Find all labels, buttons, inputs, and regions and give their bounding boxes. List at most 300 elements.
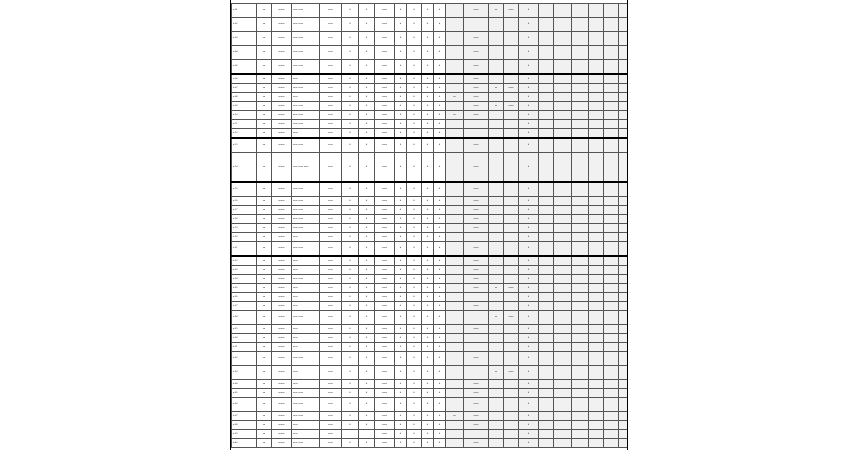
table-cell[interactable]: # — [342, 233, 359, 242]
table-cell[interactable]: xxxx xxxx — [292, 275, 320, 284]
table-cell[interactable]: na — [257, 93, 272, 102]
table-cell[interactable]: # — [434, 129, 446, 139]
table-cell[interactable] — [554, 242, 572, 257]
table-cell[interactable]: # — [395, 325, 407, 334]
table-cell[interactable]: nnnnn — [272, 102, 292, 111]
table-cell[interactable]: # — [519, 430, 539, 439]
table-cell[interactable] — [554, 421, 572, 430]
table-cell[interactable] — [554, 153, 572, 183]
table-cell[interactable]: nnnn — [375, 129, 395, 139]
table-cell[interactable] — [572, 18, 589, 32]
table-cell[interactable]: xxxx xxxx — [292, 4, 320, 18]
table-cell[interactable]: a-04 — [232, 46, 257, 60]
table-cell[interactable] — [464, 129, 489, 139]
table-cell[interactable]: xxxx — [320, 334, 342, 343]
table-cell[interactable]: # — [519, 206, 539, 215]
table-cell[interactable]: nnnn — [375, 439, 395, 448]
table-cell[interactable] — [554, 32, 572, 46]
table-cell[interactable] — [604, 242, 619, 257]
table-cell[interactable] — [619, 380, 629, 389]
table-cell[interactable]: a-14 — [232, 153, 257, 183]
table-cell[interactable]: # — [359, 46, 375, 60]
table-cell[interactable]: nnnnn — [272, 284, 292, 293]
table-cell[interactable]: nnnn — [504, 84, 519, 93]
table-cell[interactable]: # — [359, 439, 375, 448]
table-cell[interactable]: xxxx — [320, 46, 342, 60]
table-cell[interactable]: a-36 — [232, 398, 257, 412]
table-cell[interactable]: na — [257, 215, 272, 224]
table-cell[interactable]: # — [359, 18, 375, 32]
table-cell[interactable] — [554, 138, 572, 153]
table-cell[interactable]: # — [422, 206, 434, 215]
table-cell[interactable]: nnnnn — [272, 343, 292, 352]
table-cell[interactable]: nnnn — [464, 206, 489, 215]
table-cell[interactable] — [342, 430, 359, 439]
table-cell[interactable]: nnnn — [375, 256, 395, 266]
table-cell[interactable]: nnnn — [464, 46, 489, 60]
table-cell[interactable]: xxxx xxxx — [292, 215, 320, 224]
table-cell[interactable]: nnnn — [375, 293, 395, 302]
table-cell[interactable]: # — [434, 102, 446, 111]
table-cell[interactable] — [464, 18, 489, 32]
table-cell[interactable]: a-29 — [232, 325, 257, 334]
table-cell[interactable]: # — [434, 46, 446, 60]
table-cell[interactable] — [554, 129, 572, 139]
table-cell[interactable]: # — [359, 182, 375, 197]
table-cell[interactable] — [572, 206, 589, 215]
table-cell[interactable] — [359, 430, 375, 439]
table-cell[interactable] — [504, 389, 519, 398]
table-cell[interactable]: # — [434, 74, 446, 84]
table-cell[interactable]: # — [359, 275, 375, 284]
table-cell[interactable]: nnnnn — [272, 325, 292, 334]
table-cell[interactable] — [504, 430, 519, 439]
table-cell[interactable] — [604, 4, 619, 18]
table-cell[interactable]: # — [422, 233, 434, 242]
table-cell[interactable]: a-21 — [232, 242, 257, 257]
table-cell[interactable] — [589, 74, 604, 84]
table-cell[interactable]: # — [519, 60, 539, 75]
table-cell[interactable]: # — [434, 215, 446, 224]
table-cell[interactable]: # — [342, 325, 359, 334]
table-cell[interactable] — [619, 32, 629, 46]
table-cell[interactable]: na — [257, 293, 272, 302]
table-cell[interactable]: a-07 — [232, 84, 257, 93]
table-cell[interactable] — [589, 284, 604, 293]
table-cell[interactable] — [446, 4, 464, 18]
table-cell[interactable] — [619, 74, 629, 84]
table-cell[interactable]: xxxx — [320, 380, 342, 389]
table-cell[interactable] — [589, 256, 604, 266]
table-cell[interactable]: na — [257, 138, 272, 153]
table-cell[interactable]: nnnnn — [272, 93, 292, 102]
table-cell[interactable]: a-20 — [232, 233, 257, 242]
table-cell[interactable] — [572, 4, 589, 18]
table-cell[interactable]: # — [422, 302, 434, 311]
table-cell[interactable] — [619, 111, 629, 120]
table-cell[interactable]: nnnn — [375, 398, 395, 412]
table-cell[interactable]: nnnnn — [272, 60, 292, 75]
table-cell[interactable]: nnnn — [464, 84, 489, 93]
table-cell[interactable]: nnnn — [464, 111, 489, 120]
table-cell[interactable]: # — [434, 182, 446, 197]
table-cell[interactable]: nnnn — [464, 224, 489, 233]
table-cell[interactable] — [589, 266, 604, 275]
table-cell[interactable]: nnnn — [375, 380, 395, 389]
table-cell[interactable]: # — [342, 120, 359, 129]
table-cell[interactable]: # — [395, 302, 407, 311]
table-cell[interactable] — [589, 412, 604, 421]
table-cell[interactable] — [446, 60, 464, 75]
table-cell[interactable]: # — [434, 302, 446, 311]
table-cell[interactable]: # — [342, 275, 359, 284]
table-cell[interactable] — [589, 197, 604, 206]
table-cell[interactable] — [604, 266, 619, 275]
table-cell[interactable] — [539, 325, 554, 334]
table-cell[interactable]: nnnnn — [272, 334, 292, 343]
table-cell[interactable]: # — [359, 215, 375, 224]
table-cell[interactable]: # — [395, 153, 407, 183]
table-cell[interactable] — [572, 302, 589, 311]
table-cell[interactable]: # — [519, 197, 539, 206]
table-cell[interactable] — [539, 32, 554, 46]
table-cell[interactable]: # — [422, 138, 434, 153]
table-cell[interactable]: nnnn — [375, 93, 395, 102]
table-cell[interactable]: # — [407, 302, 422, 311]
table-cell[interactable]: # — [395, 284, 407, 293]
table-cell[interactable] — [554, 430, 572, 439]
table-cell[interactable]: xxxx xxxx — [292, 311, 320, 325]
table-cell[interactable]: # — [434, 32, 446, 46]
table-cell[interactable] — [554, 275, 572, 284]
table-cell[interactable]: # — [395, 138, 407, 153]
table-cell[interactable] — [539, 129, 554, 139]
table-cell[interactable]: xxxx — [292, 129, 320, 139]
table-cell[interactable]: nnnn — [464, 439, 489, 448]
table-cell[interactable]: # — [395, 129, 407, 139]
table-cell[interactable]: # — [342, 182, 359, 197]
table-cell[interactable] — [619, 242, 629, 257]
table-cell[interactable] — [489, 206, 504, 215]
table-cell[interactable] — [446, 18, 464, 32]
table-cell[interactable]: nnnnn — [272, 153, 292, 183]
table-cell[interactable]: # — [359, 334, 375, 343]
table-cell[interactable] — [489, 111, 504, 120]
table-cell[interactable] — [604, 233, 619, 242]
table-cell[interactable] — [489, 256, 504, 266]
table-cell[interactable]: # — [407, 389, 422, 398]
table-cell[interactable] — [619, 311, 629, 325]
table-cell[interactable] — [446, 380, 464, 389]
table-cell[interactable]: xxxx — [320, 60, 342, 75]
table-cell[interactable] — [489, 380, 504, 389]
table-cell[interactable]: # — [407, 412, 422, 421]
table-cell[interactable]: xxxx — [292, 266, 320, 275]
table-cell[interactable] — [539, 380, 554, 389]
table-cell[interactable]: # — [342, 102, 359, 111]
table-cell[interactable]: # — [359, 352, 375, 366]
table-cell[interactable] — [539, 343, 554, 352]
table-cell[interactable]: na — [257, 343, 272, 352]
table-cell[interactable] — [504, 242, 519, 257]
table-cell[interactable] — [464, 343, 489, 352]
table-cell[interactable]: # — [342, 266, 359, 275]
table-cell[interactable]: # — [434, 293, 446, 302]
table-cell[interactable]: # — [422, 153, 434, 183]
table-cell[interactable]: # — [359, 302, 375, 311]
table-cell[interactable] — [504, 60, 519, 75]
table-cell[interactable]: na — [257, 182, 272, 197]
table-cell[interactable]: # — [422, 334, 434, 343]
table-cell[interactable]: nnnnn — [272, 302, 292, 311]
table-cell[interactable]: # — [395, 4, 407, 18]
table-cell[interactable]: xxxx — [292, 380, 320, 389]
table-cell[interactable] — [446, 206, 464, 215]
table-cell[interactable] — [554, 439, 572, 448]
table-cell[interactable]: # — [422, 32, 434, 46]
table-cell[interactable]: # — [519, 325, 539, 334]
table-cell[interactable]: xxxx xxxx — [292, 182, 320, 197]
table-cell[interactable]: na — [257, 74, 272, 84]
table-cell[interactable] — [539, 352, 554, 366]
table-cell[interactable] — [604, 93, 619, 102]
table-cell[interactable]: a-12 — [232, 129, 257, 139]
table-cell[interactable]: # — [395, 366, 407, 380]
table-cell[interactable]: na — [257, 398, 272, 412]
table-cell[interactable] — [554, 293, 572, 302]
table-cell[interactable] — [572, 352, 589, 366]
table-cell[interactable]: xxxx — [320, 93, 342, 102]
table-cell[interactable] — [554, 206, 572, 215]
table-cell[interactable] — [554, 111, 572, 120]
table-cell[interactable]: nnnn — [464, 74, 489, 84]
table-cell[interactable] — [539, 293, 554, 302]
table-cell[interactable] — [589, 343, 604, 352]
table-cell[interactable] — [572, 182, 589, 197]
table-cell[interactable] — [504, 182, 519, 197]
table-cell[interactable] — [539, 430, 554, 439]
table-cell[interactable] — [539, 206, 554, 215]
table-cell[interactable] — [539, 334, 554, 343]
table-cell[interactable]: # — [407, 311, 422, 325]
table-cell[interactable]: na — [257, 129, 272, 139]
table-cell[interactable]: nnnn — [464, 352, 489, 366]
table-cell[interactable]: xxxx xxxx — [292, 197, 320, 206]
table-cell[interactable] — [604, 120, 619, 129]
table-cell[interactable]: # — [422, 224, 434, 233]
table-cell[interactable]: # — [395, 266, 407, 275]
table-cell[interactable] — [539, 439, 554, 448]
table-cell[interactable] — [539, 60, 554, 75]
table-cell[interactable] — [572, 366, 589, 380]
table-cell[interactable]: xxxx — [320, 352, 342, 366]
table-cell[interactable] — [604, 60, 619, 75]
table-cell[interactable] — [554, 311, 572, 325]
table-cell[interactable]: # — [519, 256, 539, 266]
table-cell[interactable]: # — [407, 111, 422, 120]
table-cell[interactable]: # — [422, 60, 434, 75]
table-cell[interactable]: nnnnn — [272, 242, 292, 257]
table-cell[interactable] — [539, 74, 554, 84]
table-cell[interactable]: a-38 — [232, 421, 257, 430]
table-cell[interactable]: # — [407, 102, 422, 111]
table-cell[interactable] — [489, 93, 504, 102]
table-cell[interactable]: nnnnn — [272, 46, 292, 60]
table-cell[interactable] — [589, 242, 604, 257]
table-cell[interactable]: xxxx — [292, 366, 320, 380]
table-cell[interactable]: # — [434, 18, 446, 32]
table-cell[interactable]: nn — [446, 93, 464, 102]
table-cell[interactable] — [446, 233, 464, 242]
table-cell[interactable]: xxxx — [320, 311, 342, 325]
table-cell[interactable]: nnnn — [464, 412, 489, 421]
table-cell[interactable] — [619, 224, 629, 233]
table-cell[interactable] — [539, 93, 554, 102]
table-cell[interactable] — [554, 256, 572, 266]
table-cell[interactable] — [572, 84, 589, 93]
table-cell[interactable]: # — [359, 242, 375, 257]
table-cell[interactable] — [489, 233, 504, 242]
table-cell[interactable]: # — [359, 380, 375, 389]
table-cell[interactable] — [589, 32, 604, 46]
table-cell[interactable] — [446, 293, 464, 302]
table-cell[interactable]: xxxx — [320, 32, 342, 46]
table-cell[interactable]: # — [342, 398, 359, 412]
table-cell[interactable] — [539, 389, 554, 398]
table-cell[interactable] — [446, 302, 464, 311]
table-cell[interactable]: # — [519, 293, 539, 302]
table-cell[interactable]: nnnn — [464, 325, 489, 334]
table-cell[interactable]: # — [359, 93, 375, 102]
table-cell[interactable]: # — [434, 120, 446, 129]
table-cell[interactable]: xxxx xxxx — [292, 206, 320, 215]
table-cell[interactable] — [604, 398, 619, 412]
table-cell[interactable]: # — [407, 242, 422, 257]
table-cell[interactable] — [554, 84, 572, 93]
table-cell[interactable] — [446, 311, 464, 325]
table-cell[interactable]: xxxx xxxx — [292, 412, 320, 421]
table-cell[interactable]: # — [359, 32, 375, 46]
table-cell[interactable]: # — [434, 311, 446, 325]
table-cell[interactable]: # — [434, 138, 446, 153]
table-cell[interactable] — [489, 421, 504, 430]
table-cell[interactable]: # — [519, 224, 539, 233]
table-cell[interactable]: a-23 — [232, 266, 257, 275]
table-cell[interactable] — [446, 138, 464, 153]
table-cell[interactable]: # — [434, 242, 446, 257]
table-cell[interactable] — [572, 153, 589, 183]
table-cell[interactable]: nnnn — [375, 74, 395, 84]
table-cell[interactable]: # — [342, 389, 359, 398]
table-cell[interactable]: # — [434, 197, 446, 206]
table-cell[interactable]: # — [422, 421, 434, 430]
table-cell[interactable] — [504, 421, 519, 430]
table-cell[interactable] — [446, 102, 464, 111]
table-cell[interactable] — [604, 334, 619, 343]
table-cell[interactable] — [572, 111, 589, 120]
table-cell[interactable] — [539, 138, 554, 153]
table-cell[interactable]: # — [434, 284, 446, 293]
table-cell[interactable] — [446, 266, 464, 275]
table-cell[interactable]: xxxx — [320, 256, 342, 266]
table-cell[interactable]: xxxx — [320, 412, 342, 421]
table-cell[interactable]: # — [434, 389, 446, 398]
table-cell[interactable] — [464, 293, 489, 302]
table-cell[interactable]: # — [434, 352, 446, 366]
table-cell[interactable]: xxxx — [320, 275, 342, 284]
table-cell[interactable]: # — [359, 256, 375, 266]
table-cell[interactable]: na — [257, 102, 272, 111]
table-cell[interactable]: xx — [489, 366, 504, 380]
table-cell[interactable]: # — [519, 311, 539, 325]
table-cell[interactable]: # — [422, 352, 434, 366]
table-cell[interactable]: # — [407, 380, 422, 389]
table-cell[interactable]: nnnnn — [272, 398, 292, 412]
table-cell[interactable] — [572, 256, 589, 266]
table-cell[interactable] — [572, 293, 589, 302]
table-cell[interactable]: xxxx xxxx — [292, 224, 320, 233]
table-cell[interactable]: # — [407, 366, 422, 380]
table-cell[interactable]: # — [359, 197, 375, 206]
table-cell[interactable]: # — [342, 197, 359, 206]
table-cell[interactable]: a-25 — [232, 284, 257, 293]
table-cell[interactable] — [464, 334, 489, 343]
table-cell[interactable]: # — [342, 4, 359, 18]
table-cell[interactable]: # — [395, 421, 407, 430]
table-cell[interactable]: # — [342, 206, 359, 215]
table-cell[interactable] — [489, 129, 504, 139]
table-cell[interactable] — [619, 233, 629, 242]
table-cell[interactable] — [539, 120, 554, 129]
table-cell[interactable]: nnnnn — [272, 74, 292, 84]
table-cell[interactable]: # — [359, 120, 375, 129]
table-cell[interactable]: # — [342, 18, 359, 32]
table-cell[interactable]: # — [395, 93, 407, 102]
table-cell[interactable]: a-32 — [232, 352, 257, 366]
table-cell[interactable] — [504, 120, 519, 129]
table-cell[interactable]: xxxx xxxx — [292, 352, 320, 366]
table-cell[interactable] — [504, 197, 519, 206]
table-cell[interactable]: xxxx — [320, 129, 342, 139]
table-cell[interactable] — [489, 293, 504, 302]
table-cell[interactable]: # — [434, 60, 446, 75]
table-cell[interactable] — [446, 129, 464, 139]
table-cell[interactable]: # — [342, 32, 359, 46]
table-cell[interactable] — [504, 380, 519, 389]
table-cell[interactable]: nnnnn — [272, 224, 292, 233]
table-cell[interactable]: xxxx xxxx — [292, 138, 320, 153]
table-cell[interactable]: a-01 — [232, 4, 257, 18]
table-cell[interactable]: # — [395, 84, 407, 93]
table-cell[interactable]: xxxx — [320, 284, 342, 293]
table-cell[interactable] — [619, 293, 629, 302]
table-cell[interactable] — [604, 197, 619, 206]
table-cell[interactable] — [446, 334, 464, 343]
table-cell[interactable]: # — [407, 46, 422, 60]
table-cell[interactable]: nnnn — [375, 325, 395, 334]
table-cell[interactable]: nnnn — [464, 182, 489, 197]
table-cell[interactable]: # — [519, 129, 539, 139]
table-cell[interactable] — [489, 266, 504, 275]
table-cell[interactable] — [504, 111, 519, 120]
table-cell[interactable]: na — [257, 334, 272, 343]
table-cell[interactable] — [619, 138, 629, 153]
table-cell[interactable]: nnnn — [375, 215, 395, 224]
table-cell[interactable] — [604, 389, 619, 398]
table-cell[interactable]: # — [342, 111, 359, 120]
table-cell[interactable] — [504, 224, 519, 233]
table-cell[interactable] — [504, 129, 519, 139]
